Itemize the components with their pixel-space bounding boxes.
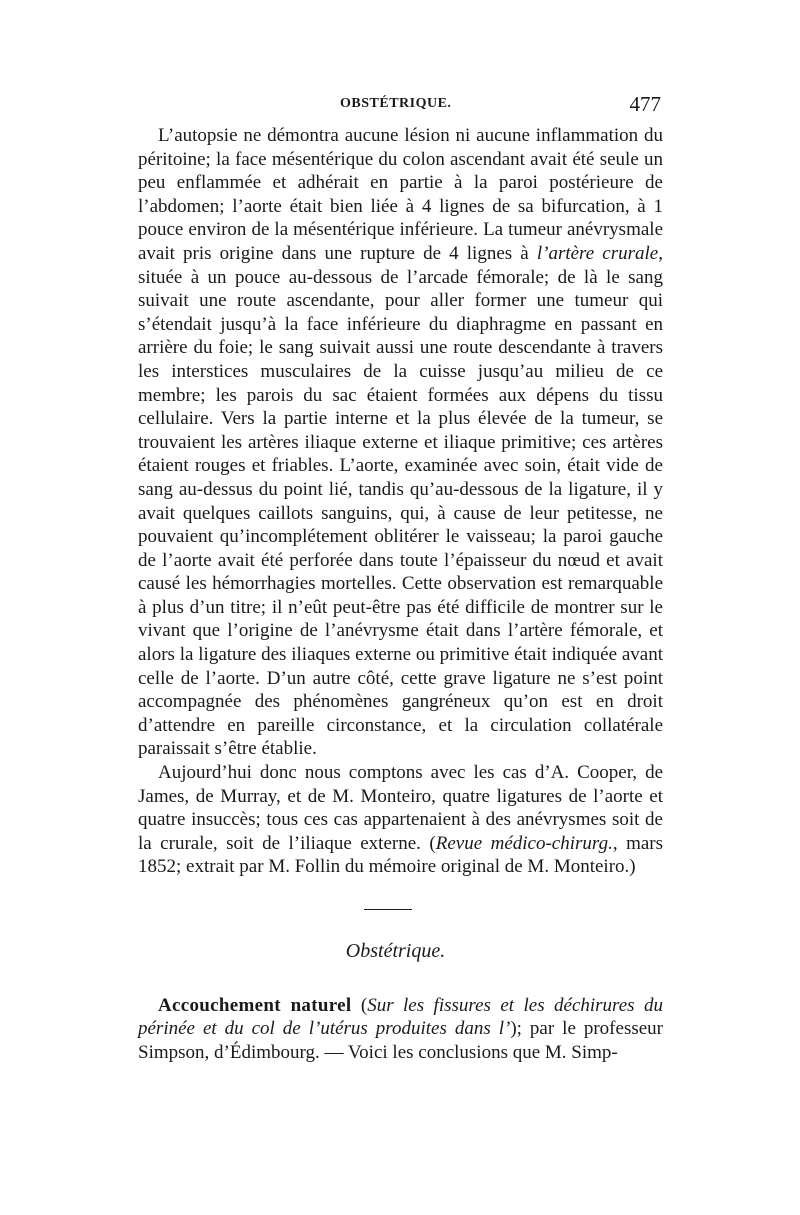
section-title: Obstétrique. — [345, 940, 446, 962]
page-number: 477 — [629, 92, 661, 116]
article-italic-title: Sur les fissures et les déchirures du périnée et du col de l’utérus produites dans l’ — [138, 994, 663, 1040]
body-text — [138, 124, 663, 1064]
paragraph-aujourdhui — [138, 761, 663, 879]
article-text-2: ); par le professeur Simpson, d’Édimbourg. — Voici les conclusions que M. Simp- — [138, 1018, 663, 1063]
running-title: OBSTÉTRIQUE. — [340, 96, 452, 111]
paragraph-autopsy-italic: l’artère crurale — [536, 242, 659, 264]
section-separator-rule — [364, 909, 412, 910]
paragraph-autopsy-text-1: L’autopsie ne démontra aucune lésion ni aucune inflammation du péritoine; la face mésentérique du colon ascendant avait été seule un peu enflammée et adhérait en partie à la paroi postérieure de l’abdomen; l’aorte était bien liée à 4 lignes de sa bifurcation, à 1 pouce environ de la mésentérique inférieure. La tumeur anévrysmale avait pris origine dans une rupture de 4 lignes à — [138, 125, 663, 264]
paragraph-autopsy-text-2: , située à un pouce au-dessous de l’arcade fémorale; de là le sang suivait une route ascendante, pour aller former une tumeur qui s’étendait jusqu’à la face inférieure du diaphragme en passant en arrière du foie; le sang suivait aussi une route descendante à travers les interstices musculaires de la cuisse jusqu’au milieu de ce membre; les parois du sac étaient formées aux dépens du tissu cellulaire. Vers la partie interne et la plus élevée de la tumeur, se trouvaient les artères iliaque externe et iliaque primitive; ces artères étaient rouges et friables. L’aorte, examinée avec soin, était vide de sang au-dessus du point lié, tandis qu’au-dessous de la ligature, il y avait quelques caillots sanguins, qui, à cause de leur petitesse, ne pouvaient qu’incomplétement oblitérer le vaisseau; la paroi gauche de l’aorte avait été perforée dans toute l’épaisseur du nœud et avait causé les hémorrhagies mortelles. Cette observation est remarquable à plus d’un titre; il n’eût peut-être pas été difficile de montrer sur le vivant que l’origine de l’anévrysme était dans l’artère fémorale, et alors la ligature des iliaques externe ou primitive était indiquée avant celle de l’aorte. D’un autre côté, cette grave ligature ne s’est point accompagnée des phénomènes gangréneux qu’on est en droit d’attendre en pareille circonstance, et la circulation collatérale paraissait s’être établie. — [138, 242, 663, 760]
article-text-1: ( — [351, 994, 368, 1016]
paragraph-aujourdhui-italic: Revue médico-chirurg. — [435, 832, 613, 854]
running-head — [138, 92, 663, 120]
book-page — [138, 92, 663, 1064]
paragraph-aujourdhui-text-2: , mars 1852; extrait par M. Follin du mémoire original de M. Monteiro.) — [138, 832, 663, 878]
paragraph-aujourdhui-text-1: Aujourd’hui donc nous comptons avec les cas d’A. Cooper, de James, de Murray, et de M. Monteiro, quatre ligatures de l’aorte et quatre insuccès; tous ces cas appartenaient à des anévrysmes soit de la crurale, soit de l’iliaque externe. ( — [138, 762, 663, 854]
paragraph-autopsy — [138, 124, 663, 761]
article-heading: Accouchement naturel — [158, 994, 352, 1016]
paragraph-accouchement — [138, 994, 663, 1065]
